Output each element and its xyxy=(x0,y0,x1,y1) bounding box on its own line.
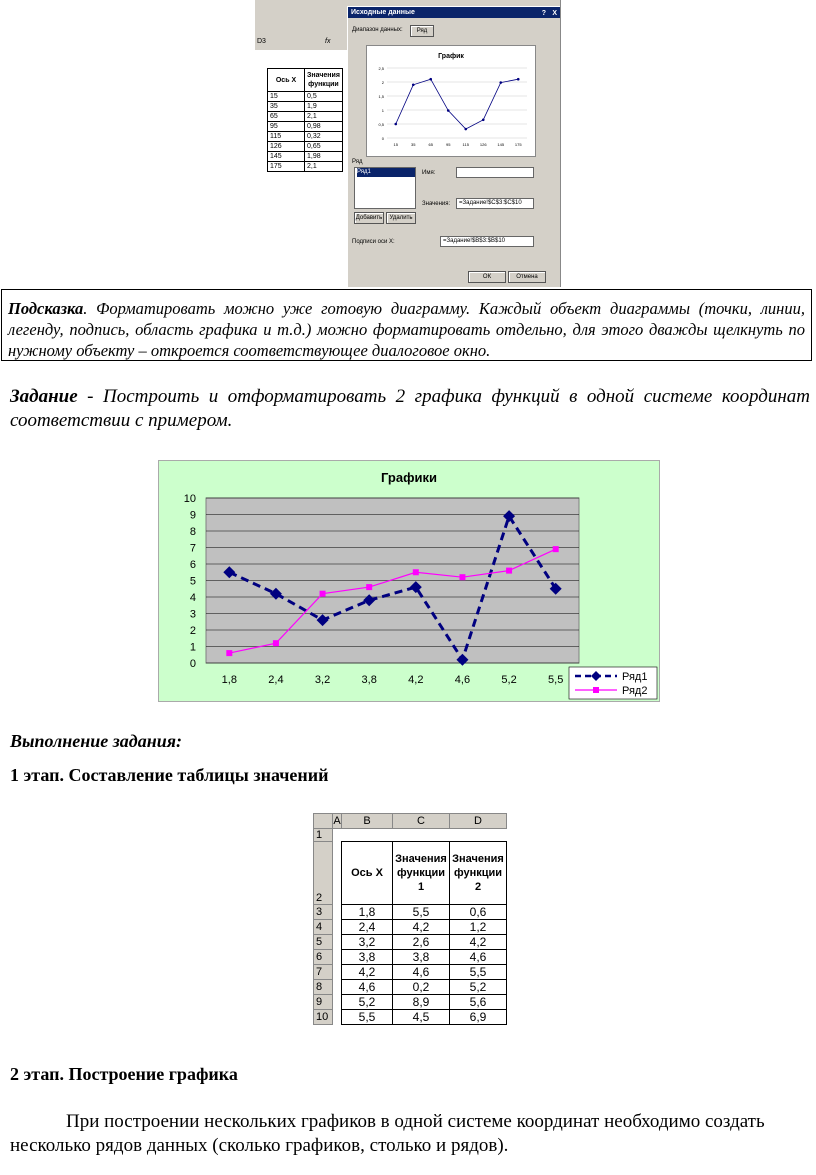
source-data-dialog xyxy=(347,6,561,287)
mini-y-tick: 2,5 xyxy=(378,66,384,71)
mini-cell-x: 65 xyxy=(268,112,305,122)
mini-x-tick: 95 xyxy=(446,142,451,147)
delete-button[interactable]: Удалить xyxy=(386,212,416,224)
y-tick: 3 xyxy=(189,608,196,621)
mini-cell-x: 95 xyxy=(268,122,305,132)
col-header: D xyxy=(450,814,507,829)
table-cell: 3,8 xyxy=(342,950,393,965)
table-cell: 1,8 xyxy=(342,905,393,920)
y-tick: 6 xyxy=(189,559,196,571)
mini-cell-y: 0,98 xyxy=(305,122,343,132)
mini-row xyxy=(268,132,343,142)
excel-toolbar xyxy=(255,0,347,51)
example-chart xyxy=(158,460,660,702)
table-cell: 4,6 xyxy=(450,950,507,965)
x-tick: 5,2 xyxy=(501,674,517,686)
table-cell: 0,6 xyxy=(450,905,507,920)
series-point-Ряд2 xyxy=(273,640,279,646)
name-label: Имя: xyxy=(422,170,436,176)
mini-series-line xyxy=(396,79,519,129)
cell-a xyxy=(333,935,342,950)
cell-a xyxy=(333,950,342,965)
y-tick: 5 xyxy=(189,575,196,588)
xaxis-field[interactable]: =Задание!$B$3:$B$10 xyxy=(440,236,534,247)
legend xyxy=(569,667,657,699)
mini-row xyxy=(268,152,343,162)
mini-head-y: Значения функции xyxy=(305,69,343,92)
cell-a xyxy=(333,905,342,920)
mini-cell-x: 15 xyxy=(268,92,305,102)
legend-label: Ряд1 xyxy=(622,671,648,683)
hint-text: . Форматировать можно уже готовую диаграмму. Каждый объект диаграммы (точки, линии, легенду, подпись, область графика и т.д.) можно форматировать отдельно, для этого дважды щелкнуть по нужному объекту – откроется соответствующее диалоговое окно. xyxy=(8,299,805,360)
series-point-Ряд2 xyxy=(506,568,512,574)
dialog-title: Исходные данные ? X xyxy=(348,7,560,18)
fx-label: fx xyxy=(325,38,331,45)
mini-table xyxy=(267,68,343,172)
row-header: 6 xyxy=(314,950,333,965)
cell-a xyxy=(333,920,342,935)
row-header: 5 xyxy=(314,935,333,950)
mini-y-tick: 0 xyxy=(381,136,384,141)
cell xyxy=(450,829,507,842)
values-label: Значения: xyxy=(422,201,451,207)
series-point-Ряд2 xyxy=(413,569,419,575)
table-cell: 5,5 xyxy=(393,905,450,920)
mini-cell-y: 0,32 xyxy=(305,132,343,142)
hint-lead: Подсказка xyxy=(8,299,84,318)
mini-chart-title: График xyxy=(438,53,464,60)
cell xyxy=(342,829,393,842)
mini-row xyxy=(268,122,343,132)
x-tick: 3,8 xyxy=(361,674,377,686)
x-tick: 1,8 xyxy=(221,674,237,686)
table-cell: 5,2 xyxy=(450,980,507,995)
values-table xyxy=(313,813,509,1036)
col-header: C xyxy=(393,814,450,829)
table-cell: 4,6 xyxy=(342,980,393,995)
series-item[interactable]: Ряд1 xyxy=(357,168,415,177)
close-button[interactable]: X xyxy=(552,10,557,17)
y-tick: 8 xyxy=(189,526,196,538)
table-cell: 2,4 xyxy=(342,920,393,935)
legend-marker xyxy=(593,687,599,693)
mini-cell-y: 1,98 xyxy=(305,152,343,162)
y-tick: 10 xyxy=(183,493,196,505)
mini-x-tick: 115 xyxy=(462,142,469,147)
paragraph xyxy=(10,1110,810,1158)
tab-range[interactable]: Диапазон данных: xyxy=(352,27,403,33)
row-header: 7 xyxy=(314,965,333,980)
mini-x-tick: 15 xyxy=(393,142,398,147)
x-tick: 4,6 xyxy=(454,674,471,686)
mini-row xyxy=(268,112,343,122)
x-tick: 4,2 xyxy=(408,674,424,686)
series-list[interactable] xyxy=(354,167,416,209)
table-cell: 5,6 xyxy=(450,995,507,1010)
ok-button[interactable]: ОК xyxy=(468,271,506,283)
cell-a xyxy=(333,980,342,995)
cell xyxy=(393,829,450,842)
table-cell: 4,6 xyxy=(393,965,450,980)
mini-cell-x: 126 xyxy=(268,142,305,152)
paragraph-text: При построении нескольких графиков в одной системе координат необходимо создать несколько рядов данных (сколько графиков, столько и рядов). xyxy=(10,1111,765,1156)
table-cell: 5,5 xyxy=(342,1010,393,1025)
table-cell: 3,2 xyxy=(342,935,393,950)
mini-cell-y: 0,65 xyxy=(305,142,343,152)
table-row xyxy=(314,965,507,980)
name-field[interactable] xyxy=(456,167,534,178)
mini-cell-y: 2,1 xyxy=(305,162,343,172)
mini-cell-y: 0,5 xyxy=(305,92,343,102)
table-row xyxy=(314,1010,507,1025)
xaxis-label: Подписи оси X: xyxy=(352,239,395,245)
cell-a xyxy=(333,842,342,905)
row-header: 9 xyxy=(314,995,333,1010)
series-point-Ряд2 xyxy=(459,574,465,580)
mini-cell-x: 35 xyxy=(268,102,305,112)
series-point-Ряд2 xyxy=(320,591,326,597)
row-header: 2 xyxy=(314,842,333,905)
table-row xyxy=(314,950,507,965)
table-cell: 8,9 xyxy=(393,995,450,1010)
table-cell: 4,2 xyxy=(393,920,450,935)
row-header: 10 xyxy=(314,1010,333,1025)
cell-ref: D3 xyxy=(257,38,266,45)
x-tick: 5,5 xyxy=(548,674,564,686)
add-button[interactable]: Добавить xyxy=(354,212,384,224)
col-header: B xyxy=(342,814,393,829)
table-cell: 1,2 xyxy=(450,920,507,935)
exec-heading: Выполнение задания: xyxy=(10,731,182,751)
stage2-heading: 2 этап. Построение графика xyxy=(10,1064,238,1084)
mini-cell-x: 145 xyxy=(268,152,305,162)
mini-y-tick: 1,5 xyxy=(378,94,384,99)
table-cell: 4,2 xyxy=(450,935,507,950)
tab-rows[interactable]: Ряд xyxy=(410,25,434,37)
table-row xyxy=(314,995,507,1010)
chart-title: Графики xyxy=(381,470,437,485)
legend-label: Ряд2 xyxy=(622,685,648,697)
excel-screenshot xyxy=(255,0,561,287)
y-tick: 2 xyxy=(189,625,196,637)
mini-cell-y: 2,1 xyxy=(305,112,343,122)
mini-row xyxy=(268,102,343,112)
table-cell: 5,5 xyxy=(450,965,507,980)
mini-head-x: Ось X xyxy=(268,69,305,92)
table-header: Значения функции 1 xyxy=(393,842,450,905)
mini-y-tick: 1 xyxy=(381,108,384,113)
y-tick: 0 xyxy=(189,658,196,670)
mini-y-tick: 2 xyxy=(381,80,384,85)
task-text xyxy=(10,385,810,433)
values-field[interactable]: =Задание!$C$3:$C$10 xyxy=(456,198,534,209)
y-tick: 4 xyxy=(189,592,196,604)
mini-row xyxy=(268,162,343,172)
mini-y-tick: 0,5 xyxy=(378,122,384,127)
mini-x-tick: 145 xyxy=(497,142,505,147)
cell-a xyxy=(333,995,342,1010)
x-tick: 3,2 xyxy=(314,674,331,686)
mini-x-tick: 175 xyxy=(514,142,522,147)
task-body: - Построить и отформатировать 2 графика функций в одной системе координат соответствии с примером. xyxy=(10,386,810,431)
table-row xyxy=(314,920,507,935)
row-header: 1 xyxy=(314,829,333,842)
table-row xyxy=(314,905,507,920)
series-point-Ряд2 xyxy=(366,584,372,590)
chart-svg xyxy=(159,461,659,701)
help-button[interactable]: ? xyxy=(541,10,546,17)
y-tick: 9 xyxy=(189,509,196,522)
mini-x-tick: 65 xyxy=(428,142,433,147)
mini-cell-y: 1,9 xyxy=(305,102,343,112)
row-header: 8 xyxy=(314,980,333,995)
series-point-Ряд2 xyxy=(553,546,559,552)
y-tick: 1 xyxy=(189,641,196,654)
task-lead: Задание xyxy=(10,386,78,407)
series-label: Ряд xyxy=(352,159,363,165)
y-tick: 7 xyxy=(189,542,196,555)
stage1-heading: 1 этап. Составление таблицы значений xyxy=(10,765,329,785)
mini-row xyxy=(268,92,343,102)
table-header: Значения функции 2 xyxy=(450,842,507,905)
hint-box xyxy=(1,289,812,361)
cancel-button[interactable]: Отмена xyxy=(508,271,546,283)
x-tick: 2,4 xyxy=(268,674,284,686)
preview-chart xyxy=(366,45,536,157)
table-header: Ось X xyxy=(342,842,393,905)
table-row xyxy=(314,935,507,950)
table-cell: 5,2 xyxy=(342,995,393,1010)
mini-x-tick: 35 xyxy=(411,142,416,147)
table-cell: 6,9 xyxy=(450,1010,507,1025)
table-row xyxy=(314,980,507,995)
col-header: A xyxy=(333,815,341,827)
mini-cell-x: 175 xyxy=(268,162,305,172)
corner-cell xyxy=(314,814,333,829)
mini-cell-x: 115 xyxy=(268,132,305,142)
row-header: 4 xyxy=(314,920,333,935)
table-cell: 3,8 xyxy=(393,950,450,965)
series-point-Ряд2 xyxy=(226,650,232,656)
row-header: 3 xyxy=(314,905,333,920)
cell-a xyxy=(333,965,342,980)
table-cell: 2,6 xyxy=(393,935,450,950)
mini-row xyxy=(268,142,343,152)
mini-x-tick: 126 xyxy=(479,142,487,147)
table-cell: 4,5 xyxy=(393,1010,450,1025)
cell-a xyxy=(333,1010,342,1025)
table-cell: 0,2 xyxy=(393,980,450,995)
table-cell: 4,2 xyxy=(342,965,393,980)
cell-a xyxy=(333,829,342,842)
